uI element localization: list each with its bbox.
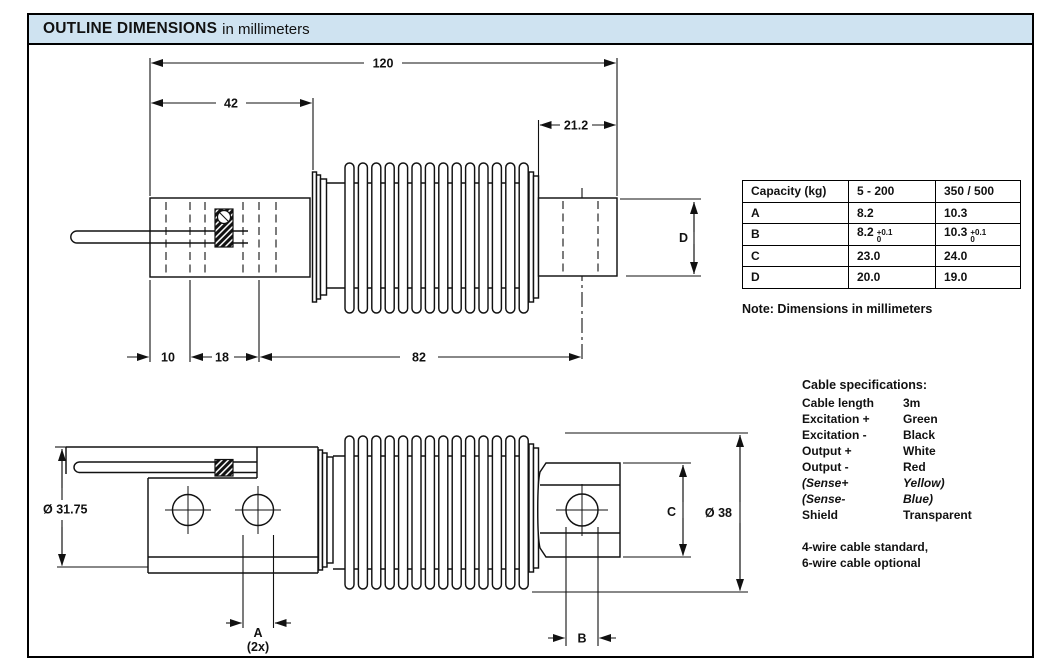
row-label: D	[743, 267, 849, 289]
dim-a-qty-label: (2x)	[246, 640, 270, 654]
col-header-range2: 350 / 500	[936, 181, 1021, 203]
cell-value: 10.3 +0.1 0	[936, 224, 1021, 246]
table-note: Note: Dimensions in millimeters	[742, 302, 933, 316]
col-header-range1: 5 - 200	[849, 181, 936, 203]
cable-spec-row: (Sense+ Yellow)	[802, 476, 945, 490]
dim-82-label: 82	[412, 350, 426, 365]
capacity-dimension-table	[742, 180, 1021, 289]
flange-left	[313, 172, 327, 302]
cable-bottom	[74, 460, 257, 477]
section-header	[27, 13, 1034, 45]
cable-spec-row: Excitation - Black	[802, 428, 936, 442]
dim-d-label: D	[678, 231, 688, 245]
page-title: OUTLINE DIMENSIONS	[43, 20, 218, 37]
dia-body-label: Ø 31.75	[43, 502, 88, 517]
dim-c-label: C	[666, 505, 676, 519]
row-label: B	[743, 224, 849, 246]
cell-value: 20.0	[849, 267, 936, 289]
cable-gland	[215, 209, 233, 247]
dia-bellows-label: Ø 38	[704, 506, 732, 520]
col-header-capacity: Capacity (kg)	[743, 181, 849, 203]
bellows	[327, 163, 533, 313]
dim-10-label: 10	[161, 350, 175, 365]
cell-value: 19.0	[936, 267, 1021, 289]
bellows-bottom	[333, 436, 534, 589]
cable-footnote: 4-wire cable standard, 6-wire cable optional	[802, 540, 929, 570]
table-row	[743, 267, 1021, 289]
table-row	[743, 245, 1021, 267]
cable-specifications	[802, 377, 1032, 571]
cable-spec-row: Cable length 3m	[802, 396, 921, 410]
cable-spec-row: Output + White	[802, 444, 936, 458]
dim-right-section-label: 21.2	[563, 118, 589, 133]
dim-b-label: B	[577, 631, 587, 646]
cable-spec-row: Shield Transparent	[802, 508, 972, 522]
flange-right	[529, 172, 539, 302]
table-row	[743, 202, 1021, 224]
cell-value: 8.2	[849, 202, 936, 224]
cell-value: 24.0	[936, 245, 1021, 267]
cable-spec-row: Output - Red	[802, 460, 926, 474]
cable-gland-bottom	[215, 460, 233, 477]
end-cylinder	[539, 198, 618, 276]
cable-spec-row: Excitation + Green	[802, 412, 938, 426]
page-subtitle: in millimeters	[222, 20, 310, 38]
dim-left-section-label: 42	[224, 96, 238, 111]
mounting-holes	[165, 486, 281, 534]
row-label: C	[743, 245, 849, 267]
dim-18-label: 18	[215, 350, 229, 365]
row-label: A	[743, 202, 849, 224]
table-header-row	[743, 181, 1021, 203]
cable-spec-row: (Sense- Blue)	[802, 492, 933, 506]
top-view-drawing	[71, 57, 701, 365]
cell-value: 10.3	[936, 202, 1021, 224]
cell-value: 23.0	[849, 245, 936, 267]
table-row	[743, 224, 1021, 246]
cell-value: 8.2 +0.1 0	[849, 224, 936, 246]
bottom-view-drawing	[43, 433, 748, 654]
flange-left-bottom	[319, 450, 334, 570]
dim-a-label: A	[253, 626, 263, 640]
dim-overall-length-label: 120	[372, 56, 394, 71]
end-block	[538, 463, 620, 557]
cable-specs-heading: Cable specifications:	[802, 378, 928, 392]
